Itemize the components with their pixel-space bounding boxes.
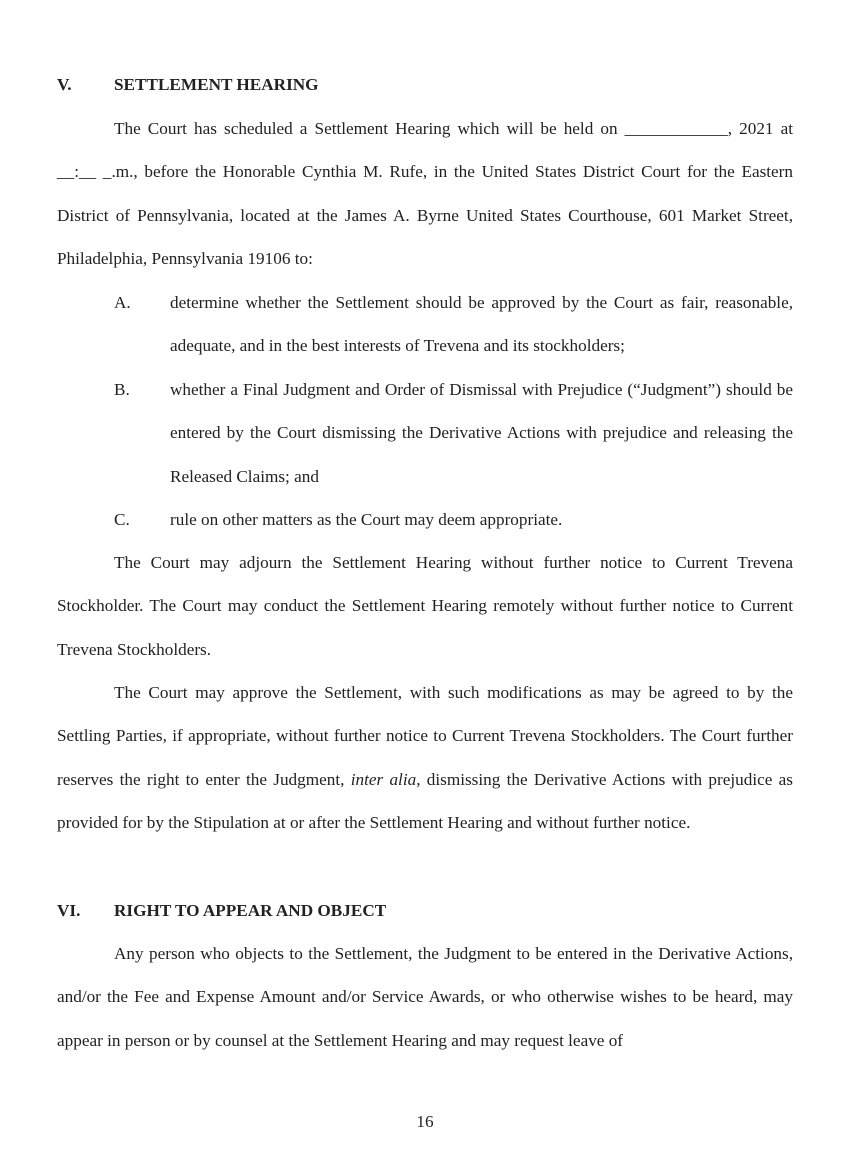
section-vi-number: VI. — [57, 901, 81, 920]
section-v-intro-paragraph: The Court has scheduled a Settlement Hearing which will be held on ____________, 2021 at __:__ _.m., before the Honorable Cynthia M. Rufe, in the United States District Court for the Eastern District of Pennsylvania, located at the James A. Byrne United States Courthouse, 601 Market Street, Philadelphia, Pennsylvania 19106 to: — [57, 119, 793, 269]
approve-paragraph-part-1: The Court may approve the Settlement, with such modifications as may be agreed to by the Settling Parties, if appropriate, without further notice to Current Trevena Stockholders. The Court further reserves the right to enter the Judgment, — [57, 683, 793, 789]
list-item-b — [114, 368, 793, 498]
list-item-a-letter: A. — [114, 293, 131, 312]
approve-paragraph — [57, 671, 793, 845]
list-item-b-letter: B. — [114, 380, 130, 399]
list-item-a — [114, 281, 793, 368]
section-v-number: V. — [57, 75, 72, 94]
section-vi-heading — [57, 901, 386, 921]
section-v-title: SETTLEMENT HEARING — [114, 75, 319, 94]
list-item-c-letter: C. — [114, 510, 130, 529]
approve-paragraph-italic: inter alia — [350, 769, 417, 789]
adjourn-paragraph: The Court may adjourn the Settlement Hearing without further notice to Current Trevena Stockholder. The Court may conduct the Settlement Hearing remotely without further notice to Current Trevena Stockholders. — [57, 553, 793, 659]
section-vi-paragraph: Any person who objects to the Settlement, the Judgment to be entered in the Derivative Actions, and/or the Fee and Expense Amount and/or Service Awards, or who otherwise wishes to be heard, may appear in person or by counsel at the Settlement Hearing and may request leave of — [57, 944, 793, 1050]
page-number: 16 — [416, 1112, 434, 1131]
approve-paragraph-part-2: , dismissing the Derivative Actions with prejudice as provided for by the Stipulation at or after the Settlement Hearing and without further notice. — [57, 769, 793, 833]
section-vi-title: RIGHT TO APPEAR AND OBJECT — [114, 901, 387, 920]
list-item-c-text: rule on other matters as the Court may deem appropriate. — [170, 510, 563, 529]
list-item-c — [114, 498, 793, 541]
section-v-heading — [57, 75, 319, 95]
list-item-a-text: determine whether the Settlement should be approved by the Court as fair, reasonable, adequate, and in the best interests of Trevena and its stockholders; — [170, 293, 793, 356]
list-item-b-text: whether a Final Judgment and Order of Dismissal with Prejudice (“Judgment”) should be entered by the Court dismissing the Derivative Actions with prejudice and releasing the Released Claims; and — [170, 380, 793, 486]
